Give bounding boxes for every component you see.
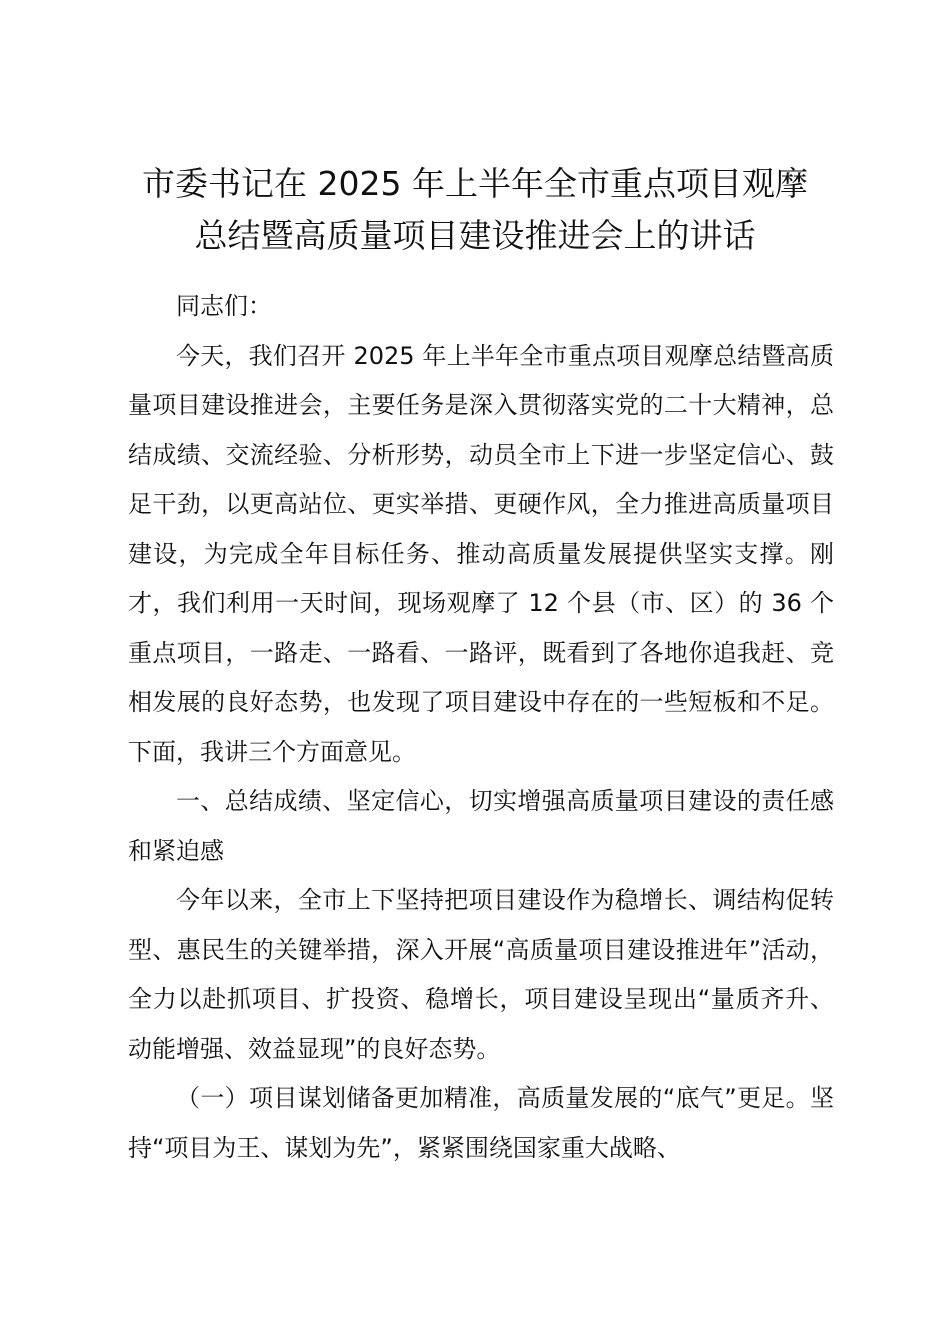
paragraph-subsection-1: （一）项目谋划储备更加精准，高质量发展的“底气”更足。坚持“项目为王、谋划为先”，紧紧围绕国家重大战略、 xyxy=(128,1084,834,1162)
document-body xyxy=(128,282,834,1173)
title-line-2: 总结暨高质量项目建设推进会上的讲话 xyxy=(194,216,756,255)
section-heading-1: 一、总结成绩、坚定信心，切实增强高质量项目建设的责任感和紧迫感 xyxy=(128,787,834,865)
document-title xyxy=(100,158,850,262)
title-line-1: 市委书记在 2025 年上半年全市重点项目观摩 xyxy=(142,164,808,203)
paragraph-section-1: 今年以来，全市上下坚持把项目建设作为稳增长、调结构促转型、惠民生的关键举措，深入开展“高质量项目建设推进年”活动，全力以赴抓项目、扩投资、稳增长，项目建设呈现出“量质齐升、动能增强、效益显现”的良好态势。 xyxy=(128,886,834,1063)
salutation: 同志们： xyxy=(176,292,272,320)
paragraph-intro: 今天，我们召开 2025 年上半年全市重点项目观摩总结暨高质量项目建设推进会，主要任务是深入贯彻落实党的二十大精神，总结成绩、交流经验、分析形势，动员全市上下进一步坚定信心、鼓足干劲，以更高站位、更实举措、更硬作风，全力推进高质量项目建设，为完成全年目标任务、推动高质量发展提供坚实支撑。刚才，我们利用一天时间，现场观摩了 12 个县（市、区）的 36 个重点项目，一路走、一路看、一路评，既看到了各地你追我赶、竞相发展的良好态势，也发现了项目建设中存在的一些短板和不足。下面，我讲三个方面意见。 xyxy=(128,341,834,766)
